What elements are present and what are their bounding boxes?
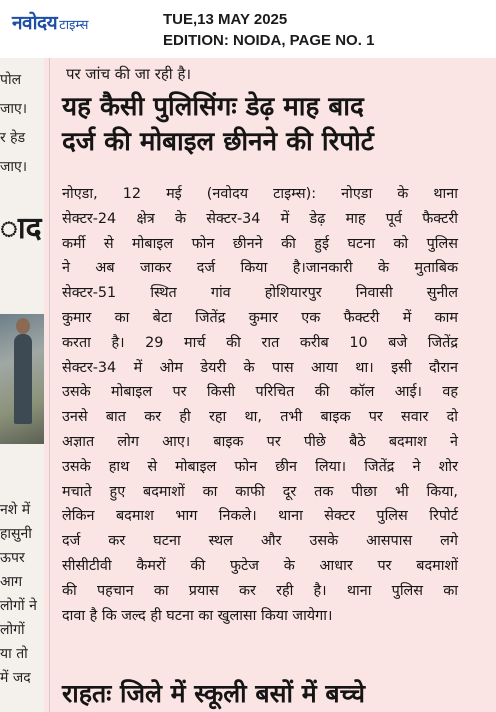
left-fragment: लोगों: [0, 622, 25, 638]
body-line: उसके मोबाइल पर किसी परिचित की कॉल आई। वह: [62, 384, 458, 401]
body-line: सेक्टर-51 स्थित गांव होशियारपुर निवासी सुनील: [62, 285, 458, 302]
previous-article-tail: पर जांच की जा रही है।: [66, 65, 192, 83]
logo-main-text: नवोदय: [12, 12, 58, 34]
article-headline: [62, 90, 462, 160]
photo-figure-body: [14, 334, 32, 424]
body-line: करता है। 29 मार्च की रात करीब 10 बजे जितेंद्र: [62, 334, 458, 351]
page-right-margin: [470, 58, 496, 712]
body-line: लेकिन बदमाश भाग निकले। थाना सेक्टर पुलिस रिपोर्ट: [62, 508, 458, 525]
body-line: की पहचान का प्रयास कर रही है। थाना पुलिस का: [62, 582, 458, 599]
body-line: सेक्टर-24 क्षेत्र के सेक्टर-34 में डेढ़ माह पूर्व फैक्टरी: [62, 210, 458, 227]
body-line: अज्ञात लोग आए। बाइक पर पीछे बैठे बदमाश ने: [62, 433, 458, 450]
article-body: [62, 182, 458, 628]
headline-line: यह कैसी पुलिसिंगः डेढ़ माह बाद: [62, 92, 364, 122]
left-fragment: लोगों ने: [0, 598, 37, 614]
publication-date: TUE,13 MAY 2025: [163, 11, 288, 28]
newspaper-logo: [12, 10, 88, 34]
body-line: नोएडा, 12 मई (नवोदय टाइम्स): नोएडा के थाना: [62, 186, 458, 202]
adjacent-photo: [0, 314, 44, 444]
body-line: दर्ज कर घटना स्थल और उसके आसपास लगे: [62, 533, 458, 550]
logo-sub-text: टाइम्स: [59, 17, 89, 33]
clip-header: [0, 0, 496, 59]
left-fragment: जाए।: [0, 159, 28, 175]
body-line: उनसे बात कर ही रहा था, तभी बाइक पर सवार दो: [62, 409, 458, 426]
body-line: दावा है कि जल्द ही घटना का खुलासा किया जायेगा।: [62, 607, 333, 624]
left-big-fragment: ाद: [0, 211, 42, 246]
body-line: ने अब जाकर दर्ज किया है।जानकारी के मुताबिक: [62, 260, 458, 277]
body-line: मचाते हुए बदमाशों का काफी दूर तक पीछा भी किया,: [62, 483, 458, 500]
body-line: सेक्टर-34 में ओम डेयरी के पास आया था। इसी दौरान: [62, 359, 458, 376]
left-fragment: पोल: [0, 72, 22, 88]
left-fragment: जाए।: [0, 101, 28, 117]
next-article-headline: राहतः जिले में स्कूली बसों में बच्चे: [62, 679, 365, 708]
edition-meta: [163, 9, 374, 51]
body-line: कुमार का बेटा जितेंद्र कुमार एक फैक्टरी में काम: [62, 309, 458, 326]
left-fragment: र हेड: [0, 130, 26, 146]
headline-line: दर्ज की मोबाइल छीनने की रिपोर्ट: [62, 127, 374, 157]
left-fragment: ऊपर: [0, 550, 25, 566]
left-fragment: या तो: [0, 646, 28, 662]
column-divider: [49, 58, 50, 712]
left-fragment: नशे में: [0, 502, 31, 518]
photo-figure-head: [16, 318, 30, 334]
body-line: उसके हाथ से मोबाइल फोन छीन लिया। जितेंद्र ने शोर: [62, 458, 458, 475]
adjacent-column-clip: [0, 58, 44, 712]
left-fragment: आग: [0, 574, 23, 590]
news-article: [58, 58, 466, 712]
left-fragment: हासुनी: [0, 526, 32, 542]
left-fragment: में जद: [0, 670, 31, 686]
body-line: सीसीटीवी कैमरों की फुटेज के आधार पर बदमाशों: [62, 557, 458, 574]
edition-info: EDITION: NOIDA, PAGE NO. 1: [163, 32, 375, 49]
body-line: कर्मी से मोबाइल फोन छीनने की हुई घटना को पुलिस: [62, 235, 458, 252]
